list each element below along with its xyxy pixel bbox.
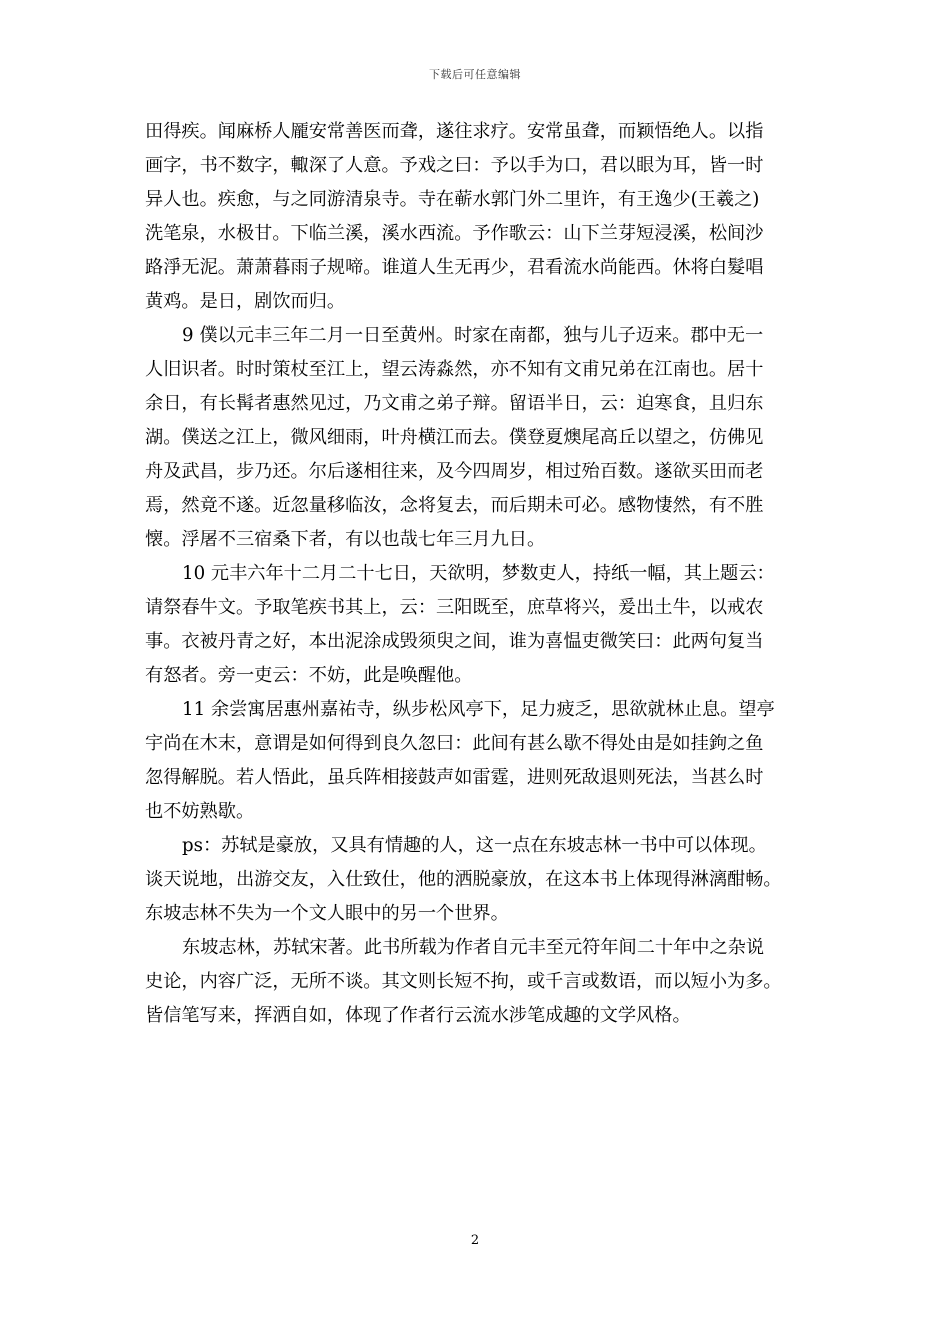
text-line: 东坡志林，苏轼宋著。此书所载为作者自元丰至元符年间二十年中之杂说	[182, 937, 765, 958]
text-line: 余日，有长髯者惠然见过，乃文甫之弟子辩。留语半日，云：迫寒食，且归东	[145, 393, 764, 414]
text-line: 也不妨熟歇。	[145, 801, 255, 822]
text-line: 10 元丰六年十二月二十七日，天欲明，梦数吏人，持纸一幅，其上题云：	[182, 563, 775, 584]
text-line: 洗笔泉，水极甘。下临兰溪，溪水西流。予作歌云：山下兰芽短浸溪，松间沙	[145, 223, 764, 244]
text-line: 有怒者。旁一吏云：不妨，此是唤醒他。	[145, 665, 473, 686]
text-line: ps：苏轼是豪放，又具有情趣的人，这一点在东坡志林一书中可以体现。	[182, 835, 767, 856]
text-line: 人旧识者。时时策杖至江上，望云涛淼然，亦不知有文甫兄弟在江南也。居十	[145, 359, 764, 380]
text-line: 史论，内容广泛，无所不谈。其文则长短不拘，或千言或数语，而以短小为多。	[145, 971, 782, 992]
text-line: 懐。浮屠不三宿桑下者，有以也哉七年三月九日。	[145, 529, 546, 550]
text-line: 忽得解脱。若人悟此，虽兵阵相接鼓声如雷霆，进则死敌退则死法，当甚么时	[145, 767, 764, 788]
text-line: 舟及武昌，步乃还。尔后遂相往来，及今四周岁，相过殆百数。遂欲买田而老	[145, 461, 764, 482]
text-line: 宇尚在木末，意谓是如何得到良久忽曰：此间有甚么歇不得处由是如挂鉤之鱼	[145, 733, 764, 754]
text-line: 黄鸡。是日，剧饮而归。	[145, 291, 346, 312]
text-line: 画字，书不数字，輙深了人意。予戏之曰：予以手为口，君以眼为耳，皆一时	[145, 155, 764, 176]
text-line: 田得疾。闻麻桥人龎安常善医而聋，遂往求疗。安常虽聋，而颖悟绝人。以指	[145, 121, 764, 142]
text-line: 异人也。疾愈，与之同游清泉寺。寺在蕲水郭门外二里许，有王逸少(王羲之)	[145, 189, 760, 210]
text-line: 东坡志林不失为一个文人眼中的另一个世界。	[145, 903, 509, 924]
text-line: 9 僕以元丰三年二月一日至黄州。时家在南都，独与儿子迈来。郡中无一	[182, 325, 764, 346]
text-line: 皆信笔写来，挥洒自如，体现了作者行云流水涉笔成趣的文学风格。	[145, 1005, 691, 1026]
paragraph	[145, 829, 815, 931]
page-header: 下载后可任意编辑	[429, 68, 521, 81]
page-number: 2	[470, 1233, 480, 1248]
paragraph	[145, 557, 815, 693]
text-line: 路淨无泥。萧萧暮雨子规啼。谁道人生无再少，君看流水尚能西。休将白髮唱	[145, 257, 764, 278]
paragraph	[145, 115, 815, 319]
text-line: 湖。僕送之江上，微风细雨，叶舟横江而去。僕登夏燠尾高丘以望之，仿佛见	[145, 427, 764, 448]
text-line: 11 余尝寓居惠州嘉祐寺，纵步松风亭下，足力疲乏，思欲就林止息。望亭	[182, 699, 775, 720]
text-line: 谈天说地，出游交友，入仕致仕，他的洒脱豪放，在这本书上体现得淋漓酣畅。	[145, 869, 782, 890]
paragraph	[145, 693, 815, 829]
text-line: 请祭春牛文。予取笔疾书其上，云：三阳既至，庶草将兴，爰出土牛，以戒农	[145, 597, 764, 618]
paragraph	[145, 931, 815, 1033]
text-line: 事。衣被丹青之好，本出泥涂成毁须臾之间，谁为喜愠吏微笑曰：此两句复当	[145, 631, 764, 652]
paragraph	[145, 319, 815, 557]
text-line: 焉，然竟不遂。近忽量移临汝，念将复去，而后期未可必。感物悽然，有不胜	[145, 495, 764, 516]
document-body	[145, 115, 815, 1033]
